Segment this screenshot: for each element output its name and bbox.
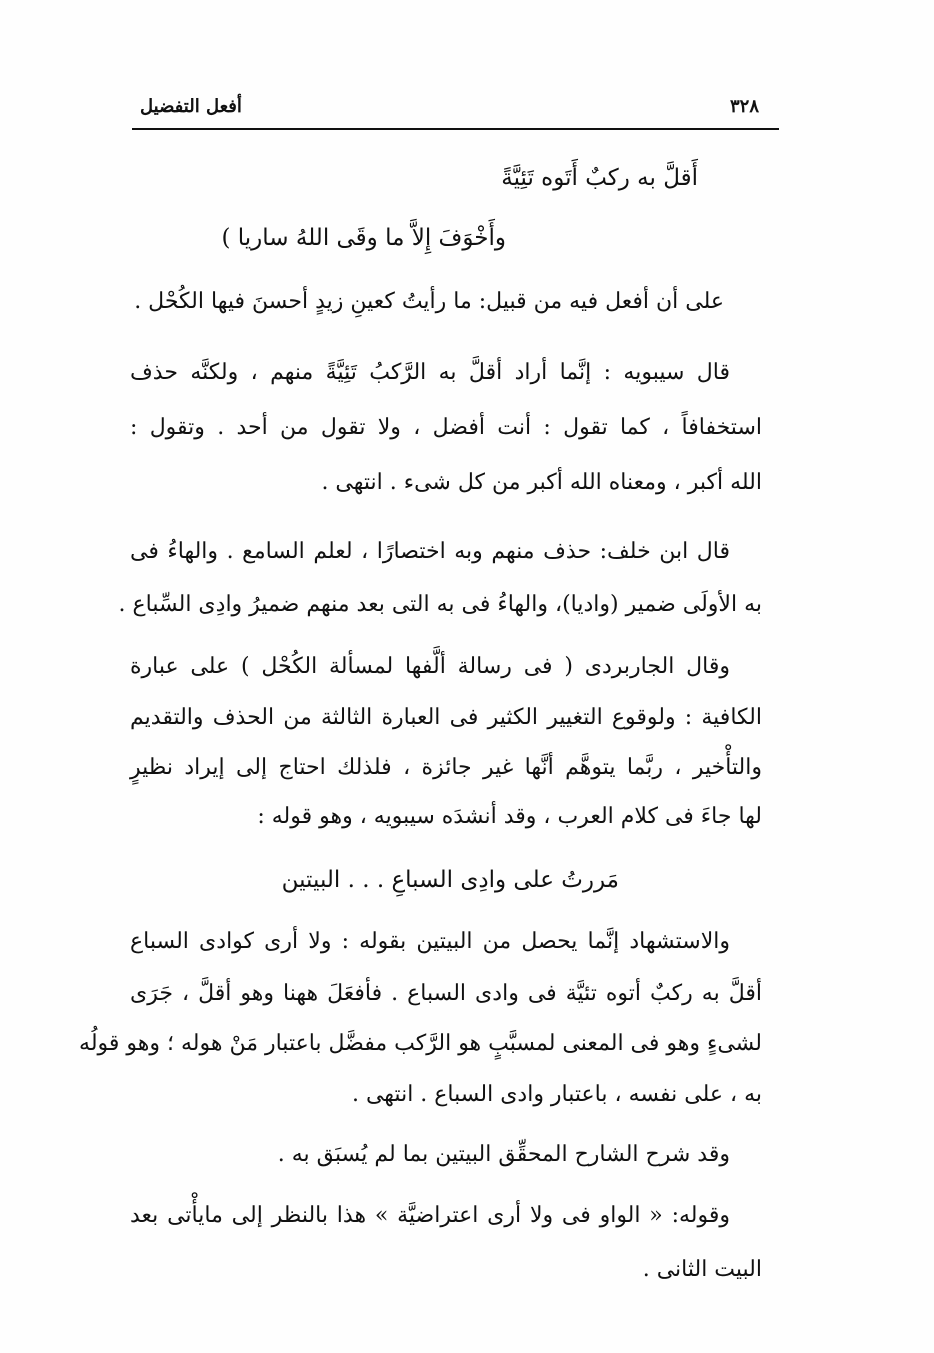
page-number: ٣٢٨	[729, 96, 759, 117]
text-line: به الأولَى ضمير (واديا)، والهاءُ فى به التى بعد منهم ضميرُ وادِى السِّباع .	[118, 592, 762, 617]
verse-line-1: أَقلَّ به ركبٌ أَتَوه تَئِيَّةً	[501, 165, 698, 191]
text-line: والتأْخير ، ربَّما يتوهَّم أنَّها غير جائزة ، فلذلك احتاج إلى إيراد نظيرٍ	[130, 755, 762, 780]
text-line: والاستشهاد إنَّما يحصل من البيتين بقوله : ولا أرى كوادى السباع	[130, 929, 730, 954]
text-line: لشىءٍ وهو فى المعنى لمسبَّبٍ هو الرَّكب مفضَّل باعتبار مَنْ هوله ؛ وهو قولُه	[79, 1031, 762, 1056]
text-line: أقلَّ به ركبٌ أتوه تئيَّة فى وادى السباع . فأفعَلَ ههنا وهو أقلَّ ، جَرَى	[130, 981, 762, 1006]
text-line: وقوله: « الواو فى ولا أرى اعتراضيَّة » هذا بالنظر إلى مايأْتى بعد	[130, 1203, 730, 1228]
text-line: الله أكبر ، ومعناه الله أكبر من كل شىء . انتهى .	[321, 470, 762, 495]
text-line: وقد شرح الشارح المحقِّق البيتين بما لم يُسبَق به .	[277, 1142, 730, 1167]
text-line: وقال الجاربردى ( فى رسالة ألَّفها لمسألة الكُحْل ) على عبارة	[130, 654, 730, 679]
verse-line-2: وأَخْوَفَ إِلاَّ ما وقَى اللهُ ساريا )	[221, 225, 506, 251]
page-header	[132, 86, 779, 130]
text-line: قال سيبويه : إنَّما أراد أقلَّ به الرَّكبُ تَئِيَّةً منهم ، ولكنَّه حذف	[130, 360, 730, 385]
text-line: قال ابن خلف: حذف منهم وبه اختصارًا ، لعلم السامع . والهاءُ فى	[130, 539, 730, 564]
running-title: أفعل التفضيل	[140, 96, 242, 117]
text-line: استخفافاً ، كما تقول : أنت أفضل ، ولا تقول من أحد . وتقول :	[130, 415, 762, 440]
text-line: على أن أفعل فيه من قبيل: ما رأيتُ كعينِ زيدٍ أحسنَ فيها الكُحْل .	[134, 289, 724, 314]
text-line: به ، على نفسه ، باعتبار وادى السباع . انتهى .	[351, 1082, 762, 1107]
text-line: البيت الثانى .	[642, 1257, 762, 1282]
text-line: لها جاءَ فى كلام العرب ، وقد أنشدَه سيبويه ، وهو قوله :	[257, 804, 762, 829]
verse-reference: مَررتُ على وادِى السباعِ . . . البيتين	[281, 867, 619, 893]
text-line: الكافية : ولوقوع التغيير الكثير فى العبارة الثالثة من الحذف والتقديم	[130, 705, 762, 730]
